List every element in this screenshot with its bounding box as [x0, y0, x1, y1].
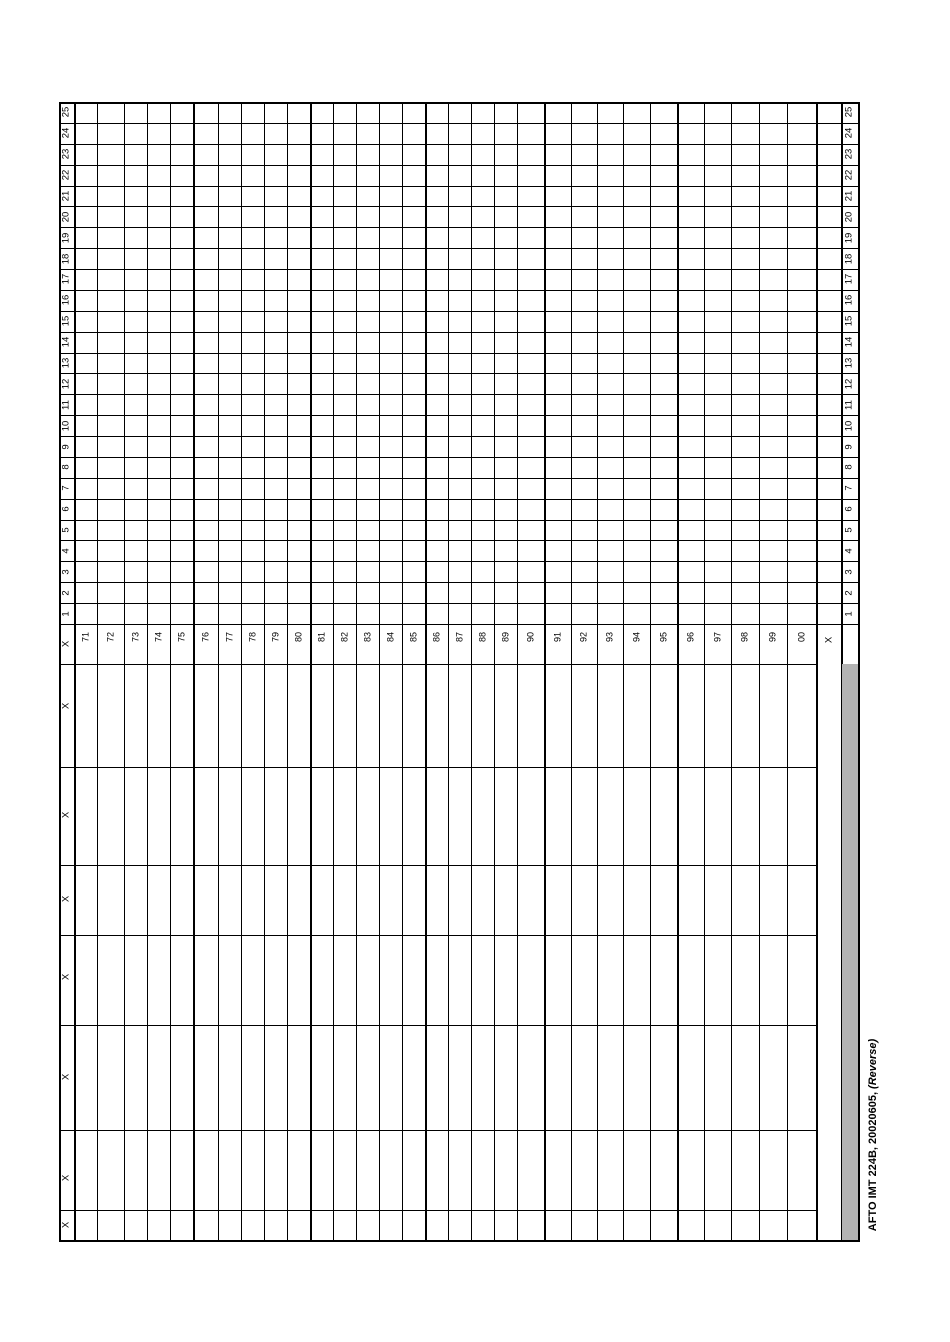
footer-col-number: 11 — [843, 399, 855, 410]
column-separator — [59, 353, 858, 354]
footer-col-number: 13 — [843, 357, 855, 369]
footer-col-number: 1 — [843, 610, 855, 617]
footer-label: X — [823, 636, 835, 644]
footer-col-number: 19 — [843, 232, 855, 244]
header-field-label: X — [60, 973, 72, 981]
field-separator — [59, 1025, 816, 1026]
row-separator — [425, 102, 427, 1240]
row-separator — [74, 102, 76, 1240]
row-separator — [124, 102, 125, 1240]
row-separator — [787, 102, 788, 1240]
row-number: 99 — [767, 631, 778, 643]
footer-col-number: 15 — [843, 315, 855, 327]
footer-col-number: 6 — [843, 506, 855, 512]
row-separator — [241, 102, 242, 1240]
column-separator — [59, 373, 858, 374]
row-number: 87 — [454, 631, 464, 643]
column-separator — [59, 290, 858, 291]
row-separator — [310, 102, 312, 1240]
row-separator — [170, 102, 171, 1240]
row-number: 73 — [130, 631, 140, 643]
header-col-number: 1 — [60, 610, 72, 617]
row-number: 88 — [477, 631, 487, 643]
header-col-number: 10 — [60, 420, 72, 431]
footer-col-number: 18 — [843, 253, 855, 264]
footer-col-number: 10 — [843, 420, 855, 431]
row-separator — [147, 102, 148, 1240]
header-col-number: 20 — [60, 211, 72, 223]
form-side: (Reverse) — [867, 1038, 879, 1089]
row-number: 74 — [153, 631, 163, 643]
header-col-number: 3 — [60, 569, 72, 575]
header-field-label: X — [60, 895, 72, 903]
row-separator — [333, 102, 334, 1240]
row-number: 96 — [685, 631, 695, 643]
shaded-block — [842, 664, 858, 1240]
row-number: 72 — [105, 631, 115, 643]
row-separator — [193, 102, 195, 1240]
row-number: 95 — [658, 631, 668, 643]
row-number: 82 — [339, 631, 349, 643]
header-col-number: 16 — [60, 295, 72, 306]
row-separator — [218, 102, 219, 1240]
footer-col-number: 8 — [843, 464, 855, 471]
column-separator — [59, 561, 858, 562]
footer-col-number: 24 — [843, 128, 855, 139]
header-col-number: 21 — [60, 190, 72, 202]
column-separator — [59, 457, 858, 458]
row-separator — [623, 102, 624, 1240]
column-separator — [59, 311, 858, 312]
row-number: 81 — [316, 631, 326, 643]
row-separator — [544, 102, 546, 1240]
grid-boundary — [59, 624, 858, 625]
column-separator — [59, 415, 858, 416]
row-separator — [677, 102, 679, 1240]
column-separator — [59, 332, 858, 333]
header-field-label: X — [60, 702, 72, 710]
field-separator — [59, 664, 816, 665]
row-number: 94 — [631, 631, 641, 643]
frame-top — [59, 102, 858, 104]
field-separator — [59, 767, 816, 768]
footer-col-number: 22 — [843, 169, 855, 181]
header-col-number: 15 — [60, 315, 72, 327]
row-separator — [448, 102, 449, 1240]
row-number: 83 — [362, 631, 372, 643]
row-separator — [571, 102, 572, 1240]
footer-col-number: 2 — [843, 590, 855, 596]
row-number: 90 — [525, 631, 535, 643]
row-number: 84 — [385, 631, 395, 643]
row-separator — [650, 102, 651, 1240]
frame-right — [858, 102, 860, 1242]
field-separator — [59, 865, 816, 866]
row-number: 97 — [712, 631, 722, 643]
column-separator — [59, 165, 858, 166]
header-col-number: 14 — [60, 336, 72, 348]
row-separator — [816, 102, 818, 1240]
footer-col-number: 4 — [843, 548, 855, 554]
row-separator — [379, 102, 380, 1240]
row-separator — [759, 102, 760, 1240]
header-col-number: 13 — [60, 357, 72, 369]
column-separator — [59, 248, 858, 249]
row-number: 80 — [293, 631, 303, 643]
header-field-label: X — [60, 1221, 72, 1229]
row-number: 93 — [604, 631, 615, 643]
column-separator — [59, 206, 858, 207]
row-number: 86 — [431, 631, 441, 643]
row-separator — [264, 102, 265, 1240]
row-separator — [471, 102, 472, 1240]
column-separator — [59, 123, 858, 124]
row-number: 76 — [200, 631, 210, 643]
column-separator — [59, 227, 858, 228]
row-number: 89 — [500, 631, 510, 643]
row-number: 75 — [176, 631, 186, 643]
footer-col-number: 9 — [843, 443, 855, 450]
footer-col-number: 5 — [843, 527, 855, 533]
footer-col-number: 21 — [843, 190, 855, 202]
header-col-number: 7 — [60, 485, 72, 491]
row-number: 77 — [224, 631, 234, 643]
column-separator — [59, 478, 858, 479]
header-col-number: 4 — [60, 548, 72, 554]
header-col-number: 5 — [60, 527, 72, 533]
row-number: 92 — [578, 631, 589, 643]
header-field-label: X — [60, 640, 72, 648]
frame-left — [59, 102, 61, 1240]
column-separator — [59, 269, 858, 270]
row-number: 85 — [408, 631, 418, 643]
footer-col-number: 20 — [843, 211, 855, 223]
field-separator — [59, 1210, 816, 1211]
column-separator — [59, 520, 858, 521]
header-col-number: 17 — [60, 274, 72, 285]
row-separator — [517, 102, 518, 1240]
row-number: 78 — [247, 631, 257, 643]
header-col-number: 23 — [60, 148, 72, 160]
footer-col-number: 14 — [843, 336, 855, 348]
header-col-number: 12 — [60, 378, 72, 390]
header-col-number: 8 — [60, 464, 72, 471]
row-separator — [597, 102, 598, 1240]
header-col-number: 6 — [60, 506, 72, 512]
footer-col-number: 12 — [843, 378, 855, 390]
row-separator — [97, 102, 98, 1240]
header-col-number: 11 — [60, 399, 72, 410]
field-separator — [59, 1130, 816, 1131]
column-separator — [59, 603, 858, 604]
footer-col-number: 7 — [843, 485, 855, 491]
header-col-number: 25 — [60, 107, 72, 118]
row-separator — [287, 102, 288, 1240]
form-caption — [867, 1039, 879, 1231]
footer-col-number: 17 — [843, 274, 855, 285]
row-number: 79 — [270, 631, 280, 643]
column-separator — [59, 436, 858, 437]
row-separator — [731, 102, 732, 1240]
row-number: 98 — [739, 631, 750, 643]
column-separator — [59, 186, 858, 187]
footer-col-number: 23 — [843, 148, 855, 160]
row-number: 00 — [796, 631, 806, 643]
field-separator — [59, 1240, 816, 1241]
footer-col-number: 3 — [843, 569, 855, 575]
header-col-number: 9 — [60, 443, 72, 450]
header-col-number: 18 — [60, 253, 72, 264]
row-separator — [704, 102, 705, 1240]
row-number: 91 — [552, 631, 562, 643]
column-separator — [59, 394, 858, 395]
row-number: 71 — [80, 631, 90, 643]
header-field-label: X — [60, 811, 72, 819]
header-col-number: 2 — [60, 590, 72, 596]
header-field-label: X — [60, 1174, 72, 1182]
column-separator — [59, 540, 858, 541]
footer-col-number: 16 — [843, 295, 855, 306]
footer-col-number: 25 — [843, 107, 855, 118]
field-separator — [59, 935, 816, 936]
header-col-number: 19 — [60, 232, 72, 244]
column-separator — [59, 144, 858, 145]
column-separator — [59, 499, 858, 500]
header-col-number: 24 — [60, 128, 72, 139]
header-col-number: 22 — [60, 169, 72, 181]
row-separator — [494, 102, 495, 1240]
header-field-label: X — [60, 1073, 72, 1081]
row-separator — [402, 102, 403, 1240]
column-separator — [59, 582, 858, 583]
row-separator — [356, 102, 357, 1240]
form-id: AFTO IMT 224B, 20020605, — [867, 1092, 879, 1232]
